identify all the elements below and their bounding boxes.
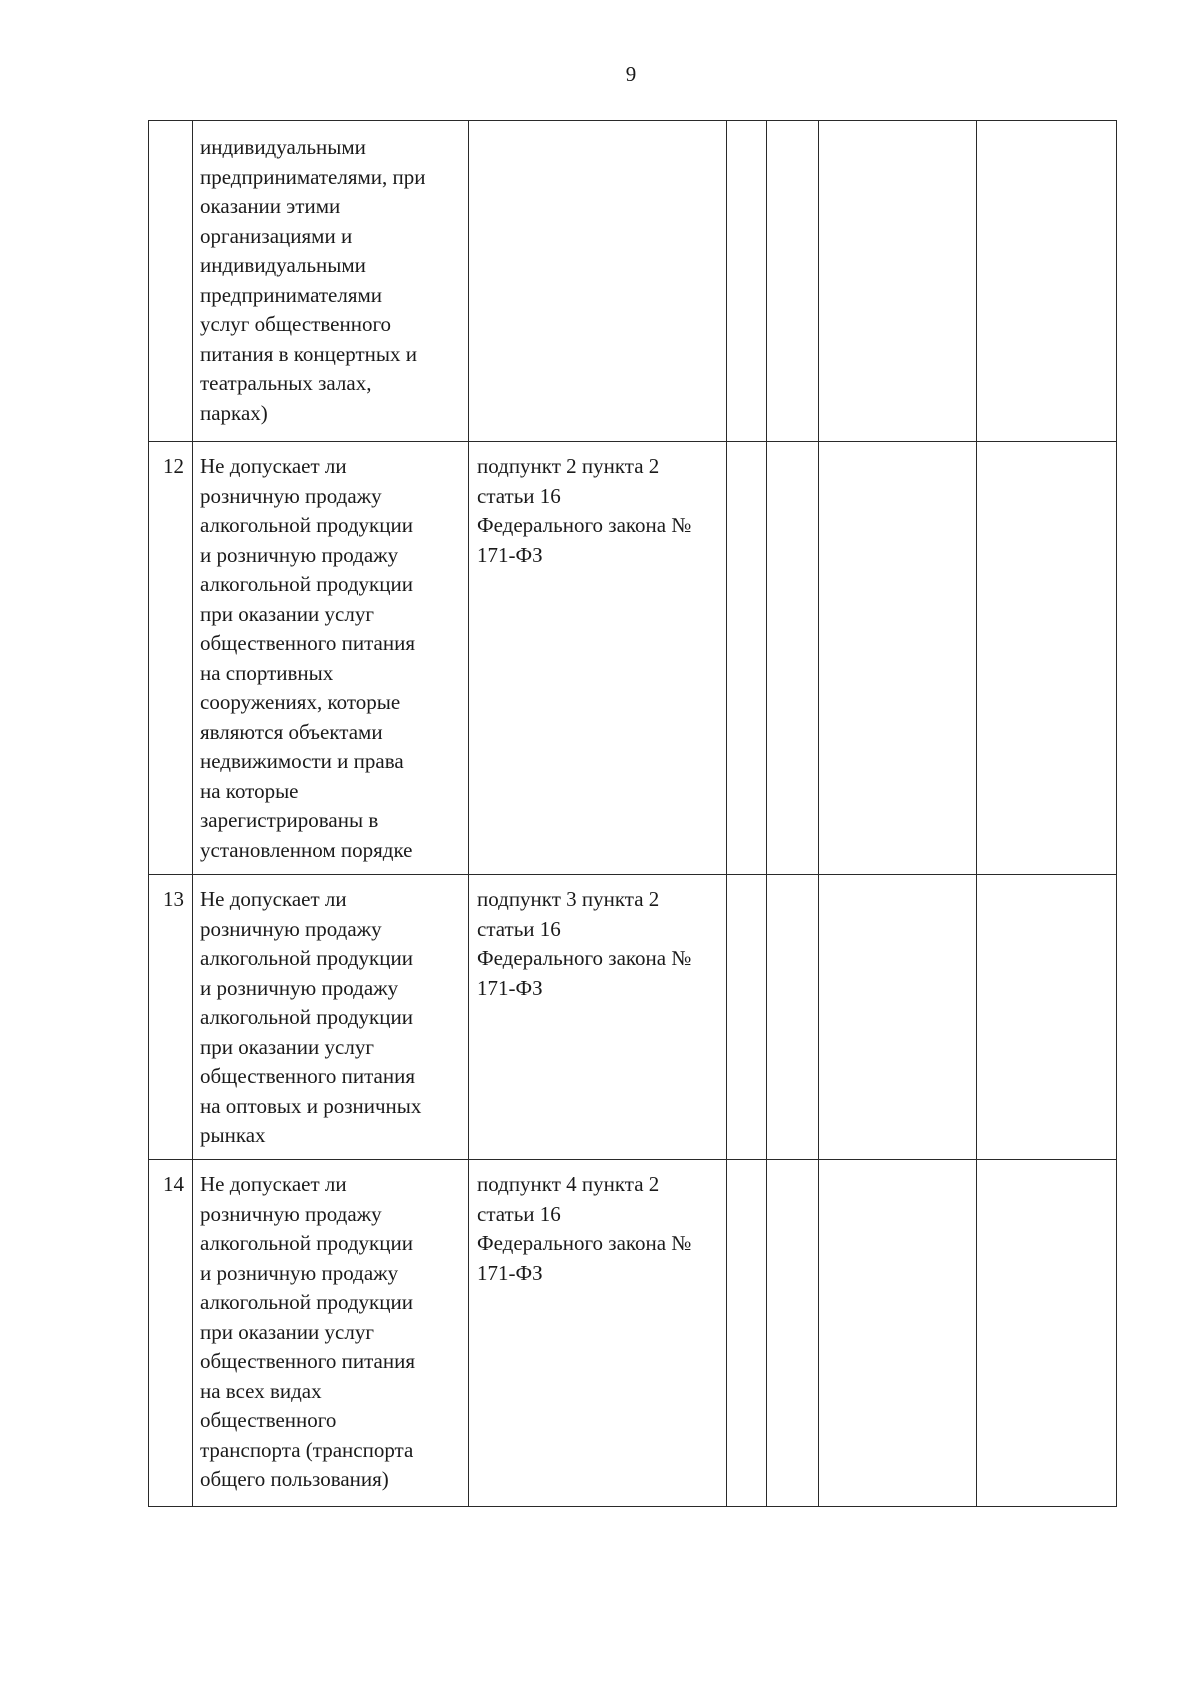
not-applicable-cell [819,1160,977,1507]
not-applicable-cell [819,875,977,1160]
checklist-table [148,120,1117,1507]
legal-reference-cell: подпункт 3 пункта 2 статьи 16 Федерального закона № 171-ФЗ [469,875,727,1160]
table-row [149,1160,1117,1507]
question-cell: Не допускает ли розничную продажу алкогольной продукции и розничную продажу алкогольной продукции при оказании услуг общественного питания на оптовых и розничных рынках [193,875,469,1160]
answer-yes-cell [727,875,767,1160]
table-row [149,875,1117,1160]
notes-cell [977,442,1117,875]
answer-yes-cell [727,1160,767,1507]
row-number-cell: 13 [149,875,193,1160]
question-cell: Не допускает ли розничную продажу алкогольной продукции и розничную продажу алкогольной продукции при оказании услуг общественного питания на всех видах общественного транспорта (транспорта общего пользования) [193,1160,469,1507]
answer-no-cell [767,875,819,1160]
page-number: 9 [625,62,637,86]
not-applicable-cell [819,442,977,875]
table-row [149,442,1117,875]
notes-cell [977,121,1117,442]
not-applicable-cell [819,121,977,442]
row-number-cell [149,121,193,442]
answer-no-cell [767,1160,819,1507]
answer-no-cell [767,121,819,442]
answer-yes-cell [727,121,767,442]
legal-reference-cell: подпункт 4 пункта 2 статьи 16 Федерального закона № 171-ФЗ [469,1160,727,1507]
answer-no-cell [767,442,819,875]
legal-reference-cell: подпункт 2 пункта 2 статьи 16 Федерального закона № 171-ФЗ [469,442,727,875]
answer-yes-cell [727,442,767,875]
row-number-cell: 12 [149,442,193,875]
question-cell: индивидуальными предпринимателями, при оказании этими организациями и индивидуальными предпринимателями услуг общественного питания в концертных и театральных залах, парках) [193,121,469,442]
legal-reference-cell [469,121,727,442]
notes-cell [977,875,1117,1160]
notes-cell [977,1160,1117,1507]
table-row [149,121,1117,442]
question-cell: Не допускает ли розничную продажу алкогольной продукции и розничную продажу алкогольной продукции при оказании услуг общественного питания на спортивных сооружениях, которые являются объектами недвижимости и права на которые зарегистрированы в установленном порядке [193,442,469,875]
row-number-cell: 14 [149,1160,193,1507]
